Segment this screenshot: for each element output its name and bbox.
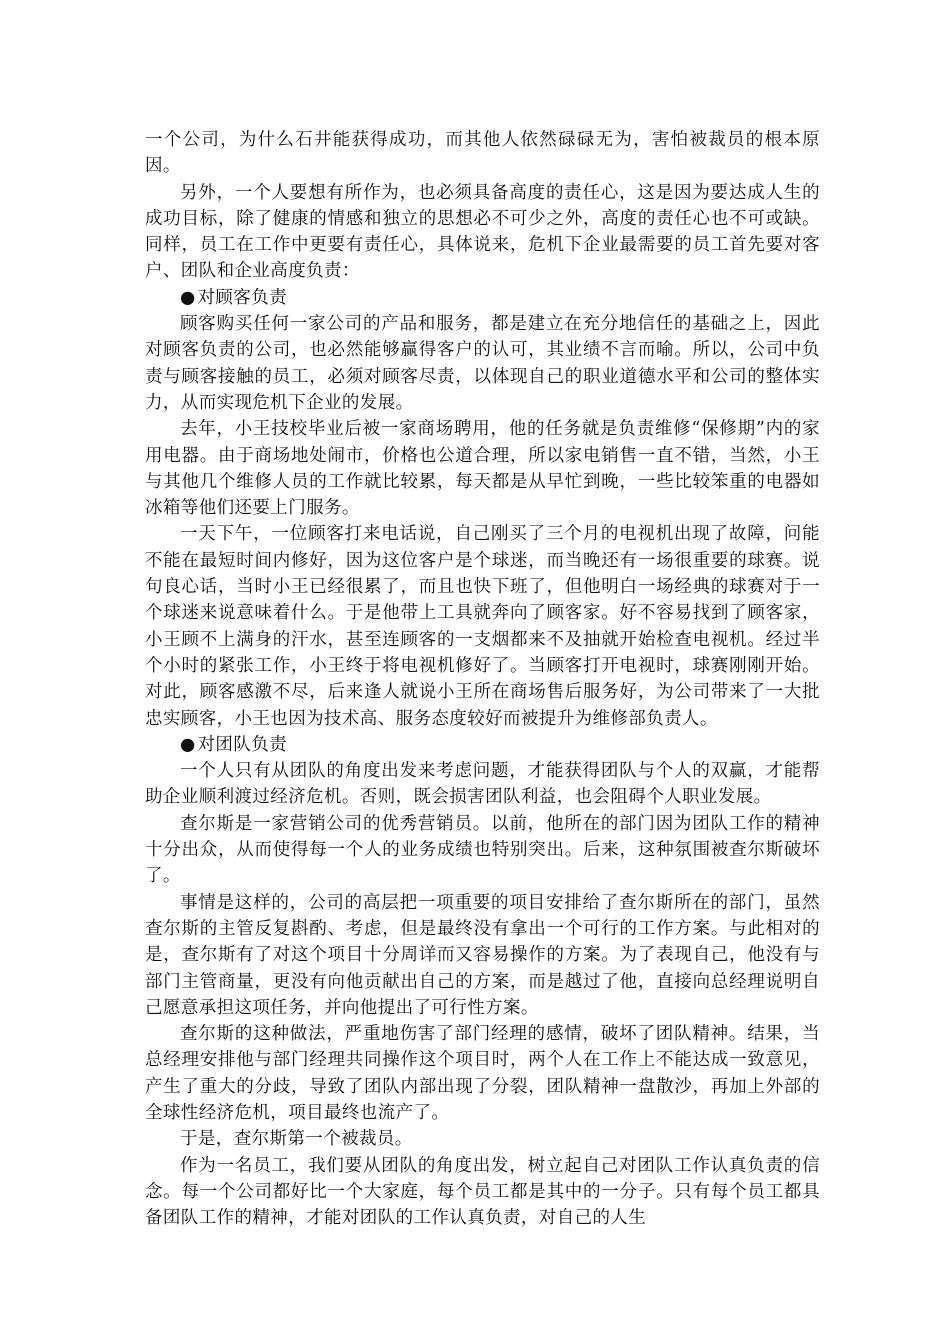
paragraph: 于是，查尔斯第一个被裁员。 bbox=[180, 1129, 413, 1150]
paragraph: 事情是这样的，公司的高层把一项重要的项目安排给了查尔斯所在的部门，虽然查尔斯的主管反复斟酌、考虑，但是最终没有拿出一个可行的工作方案。与此相对的是，查尔斯有了对这个项目十分周详而又容易操作的方案。为了表现自己，他没有与部门主管商量，更没有向他贡献出自己的方案，而是越过了他，直接向总经理说明自己愿意承担这项任务，并向他提出了可行性方案。 bbox=[145, 892, 820, 1018]
paragraph: 查尔斯是一家营销公司的优秀营销员。以前，他所在的部门因为团队工作的精神十分出众，从而使得每一个人的业务成绩也特别突出。后来，这种氛围被查尔斯破坏了。 bbox=[145, 813, 820, 887]
section-heading-team bbox=[145, 732, 820, 758]
section-heading-label: 对团队负责 bbox=[197, 734, 287, 755]
bullet-icon: ● bbox=[180, 287, 196, 308]
paragraph: 查尔斯的这种做法，严重地伤害了部门经理的感情，破坏了团队精神。结果，当总经理安排他与部门经理共同操作这个项目时，两个人在工作上不能达成一致意见，产生了重大的分歧，导致了团队内部出现了分裂，团队精神一盘散沙，再加上外部的全球性经济危机，项目最终也流产了。 bbox=[145, 1024, 820, 1123]
section-heading-customer bbox=[145, 285, 820, 311]
paragraph: 顾客购买任何一家公司的产品和服务，都是建立在充分地信任的基础之上，因此对顾客负责的公司，也必然能够赢得客户的认可，其业绩不言而喻。所以，公司中负责与顾客接触的员工，必须对顾客尽责，以体现自己的职业道德水平和公司的整体实力，从而实现危机下企业的发展。 bbox=[145, 314, 820, 413]
section-heading-label: 对顾客负责 bbox=[197, 287, 287, 308]
paragraph-continued: 一个公司，为什么石井能获得成功，而其他人依然碌碌无为，害怕被裁员的根本原因。 bbox=[145, 130, 820, 177]
bullet-icon: ● bbox=[180, 734, 196, 755]
paragraph: 一个人只有从团队的角度出发来考虑问题，才能获得团队与个人的双赢，才能帮助企业顺利渡过经济危机。否则，既会损害团队利益，也会阻碍个人职业发展。 bbox=[145, 761, 820, 808]
paragraph: 去年，小王技校毕业后被一家商场聘用，他的任务就是负责维修“保修期”内的家用电器。由于商场地处闹市，价格也公道合理，所以家电销售一直不错，当然，小王与其他几个维修人员的工作就比较累，每天都是从早忙到晚，一些比较笨重的电器如冰箱等他们还要上门服务。 bbox=[145, 419, 820, 519]
document-page bbox=[145, 127, 820, 1231]
paragraph: 一天下午，一位顾客打来电话说，自己刚买了三个月的电视机出现了故障，问能不能在最短时间内修好，因为这位客户是个球迷，而当晚还有一场很重要的球赛。说句良心话，当时小王已经很累了，而且也快下班了，但他明白一场经典的球赛对于一个球迷来说意味着什么。于是他带上工具就奔向了顾客家。好不容易找到了顾客家，小王顾不上满身的汗水，甚至连顾客的一支烟都来不及抽就开始检查电视机。经过半个小时的紧张工作，小王终于将电视机修好了。当顾客打开电视时，球赛刚刚开始。对此，顾客感激不尽，后来逢人就说小王所在商场售后服务好，为公司带来了一大批忠实顾客，小王也因为技术高、服务态度较好而被提升为维修部负责人。 bbox=[145, 524, 820, 729]
paragraph: 作为一名员工，我们要从团队的角度出发，树立起自己对团队工作认真负责的信念。每一个公司都好比一个大家庭，每个员工都是其中的一分子。只有每个员工都具备团队工作的精神，才能对团队的工作认真负责，对自己的人生 bbox=[145, 1155, 820, 1229]
paragraph: 另外，一个人要想有所作为，也必须具备高度的责任心，这是因为要达成人生的成功目标，除了健康的情感和独立的思想必不可少之外，高度的责任心也不可或缺。同样，员工在工作中更要有责任心，具体说来，危机下企业最需要的员工首先要对客户、团队和企业高度负责： bbox=[145, 182, 820, 282]
